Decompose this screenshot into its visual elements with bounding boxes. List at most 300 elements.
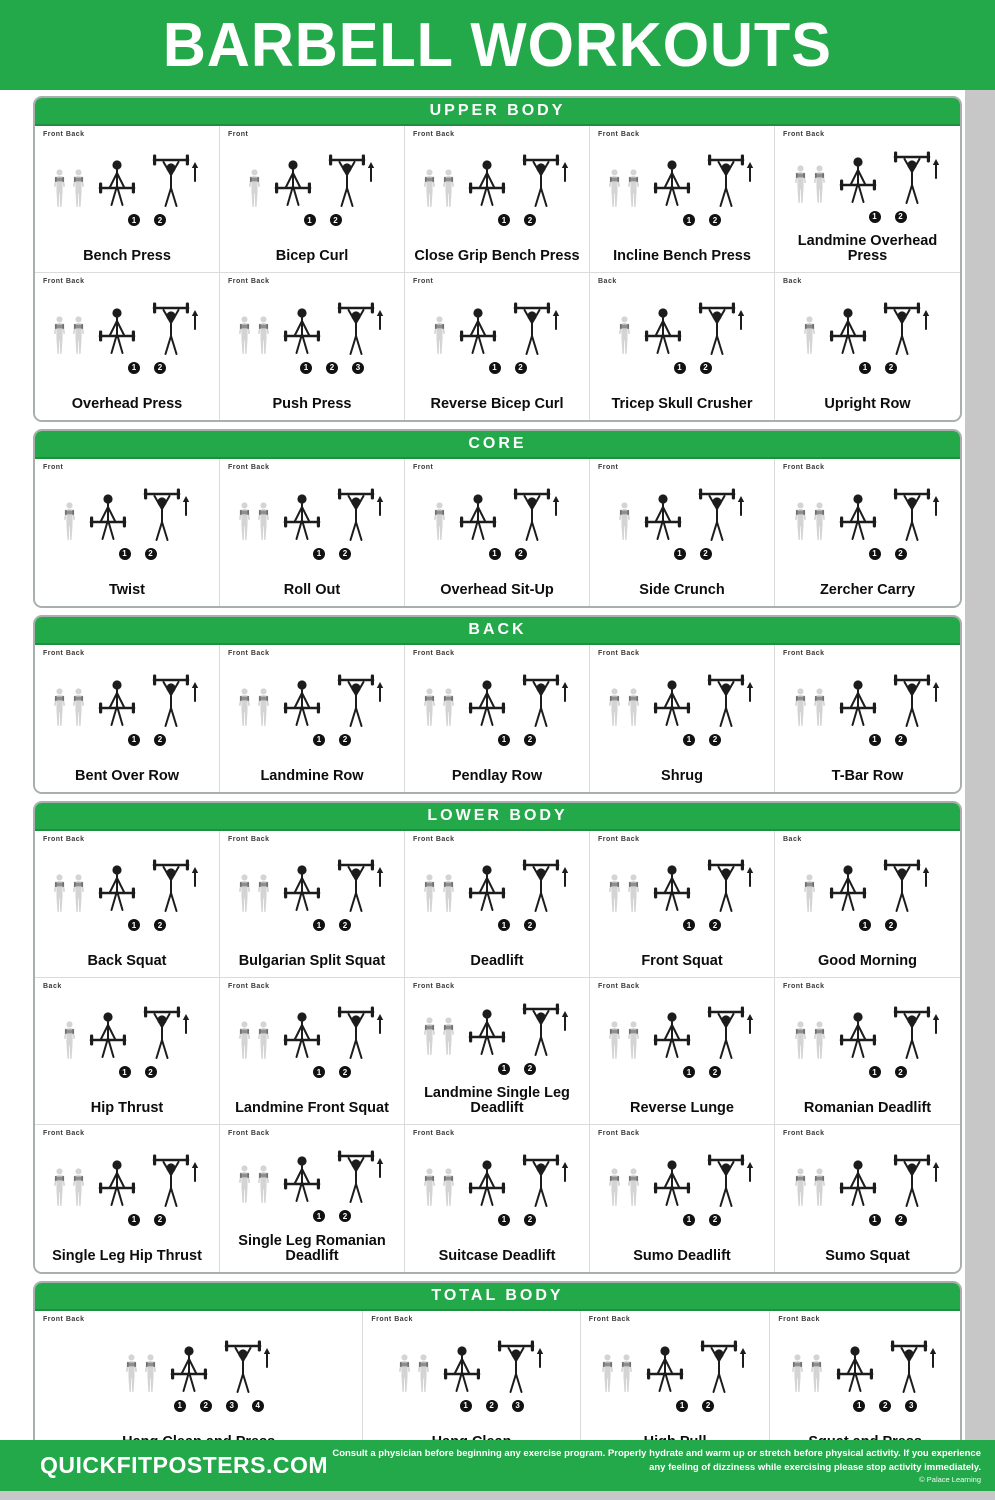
step-3-badge: 3 (905, 1400, 917, 1412)
exercise-name: Overhead Press (71, 395, 183, 412)
exercise-figure-icon (461, 1151, 573, 1226)
anatomy-view-label: Front Back (598, 836, 640, 843)
step-2-badge: 2 (702, 1400, 714, 1412)
exercise-figure-icon (276, 485, 388, 560)
exercise-name: Back Squat (87, 952, 167, 969)
muscle-diagram-icon (606, 687, 642, 729)
step-2-badge: 2 (709, 214, 721, 226)
exercise-figure-icon (91, 671, 203, 746)
step-badges (869, 211, 907, 223)
step-1-badge: 1 (174, 1400, 186, 1412)
step-badges (300, 362, 364, 374)
anatomy-view-label: Front (228, 131, 249, 138)
exercise-illustration (405, 831, 589, 942)
exercise-figure-icon (832, 1151, 944, 1226)
anatomy-view-label: Front Back (588, 1316, 631, 1323)
step-2-badge: 2 (895, 1214, 907, 1226)
exercise-illustration (35, 1311, 362, 1423)
exercise-cell (590, 1125, 775, 1272)
section-title: UPPER BODY (429, 102, 566, 119)
exercise-cell (35, 831, 220, 978)
poster-bottom-edge (0, 1491, 995, 1500)
anatomy-view-label: Front Back (598, 1130, 640, 1137)
step-2-badge: 2 (154, 1214, 166, 1226)
exercise-figure-icon (267, 151, 379, 226)
step-1-badge: 1 (489, 362, 501, 374)
step-1-badge: 1 (869, 1066, 881, 1078)
exercise-figure-icon (832, 671, 944, 746)
exercise-figure-icon (832, 148, 944, 223)
exercise-cell (590, 645, 775, 792)
exercise-figure-icon (832, 485, 944, 560)
exercise-illustration (405, 645, 589, 757)
section-header (35, 617, 960, 645)
exercise-name: Side Crunch (639, 581, 725, 598)
step-badges (313, 919, 351, 931)
muscle-diagram-icon (801, 315, 818, 357)
step-2-badge: 2 (339, 1210, 351, 1222)
anatomy-view-label: Front (413, 464, 434, 471)
step-2-badge: 2 (339, 919, 351, 931)
step-1-badge: 1 (683, 214, 695, 226)
exercise-figure-icon (639, 1337, 751, 1412)
step-2-badge: 2 (154, 362, 166, 374)
exercise-cell (775, 273, 960, 420)
step-1-badge: 1 (683, 734, 695, 746)
step-badges (676, 1400, 714, 1412)
muscle-diagram-icon (236, 687, 272, 729)
exercise-figure-icon (452, 485, 564, 560)
muscle-diagram-icon (792, 164, 828, 206)
exercise-figure-icon (91, 856, 203, 931)
anatomy-view-label: Front Back (228, 464, 270, 471)
step-badges (683, 734, 721, 746)
muscle-diagram-icon (396, 1353, 432, 1395)
muscle-diagram-icon (421, 873, 457, 915)
muscle-diagram-icon (236, 315, 272, 357)
disclaimer-text: Consult a physician before beginning any exercise program. Properly hydrate and warm up or stretch before physical activity. If you experience any feeling of dizziness while exercising please stop activity immediately. (332, 1448, 981, 1473)
anatomy-view-label: Front Back (783, 650, 825, 657)
section-title: CORE (468, 435, 527, 452)
step-2-badge: 2 (709, 1214, 721, 1226)
step-2-badge: 2 (154, 214, 166, 226)
exercise-illustration (775, 1125, 960, 1237)
step-badges (128, 214, 166, 226)
exercise-cell (590, 459, 775, 606)
exercise-cell (35, 126, 220, 273)
section-core (33, 429, 962, 608)
anatomy-view-label: Front Back (228, 836, 270, 843)
muscle-diagram-icon (123, 1353, 159, 1395)
exercise-illustration (405, 978, 589, 1083)
exercise-name: Upright Row (824, 395, 911, 412)
section-back (33, 615, 962, 794)
poster-right-edge (965, 90, 995, 1442)
muscle-diagram-icon (792, 501, 828, 543)
anatomy-view-label: Front Back (228, 278, 270, 285)
muscle-diagram-icon (599, 1353, 635, 1395)
step-1-badge: 1 (869, 1214, 881, 1226)
muscle-diagram-icon (61, 1020, 78, 1062)
step-1-badge: 1 (313, 548, 325, 560)
exercise-cell (590, 831, 775, 978)
exercise-illustration (35, 273, 219, 385)
step-badges (460, 1400, 524, 1412)
exercise-illustration (405, 1125, 589, 1237)
exercise-figure-icon (461, 151, 573, 226)
exercise-figure-icon (461, 856, 573, 931)
exercise-figure-icon (91, 299, 203, 374)
anatomy-view-label: Front Back (43, 650, 85, 657)
muscle-diagram-icon (606, 873, 642, 915)
exercise-name: Incline Bench Press (613, 247, 751, 264)
anatomy-view-label: Front Back (413, 1130, 455, 1137)
exercise-name: Romanian Deadlift (803, 1099, 932, 1116)
anatomy-view-label: Front Back (598, 650, 640, 657)
exercise-figure-icon (829, 1337, 941, 1412)
step-1-badge: 1 (498, 214, 510, 226)
anatomy-view-label: Front Back (783, 983, 825, 990)
exercise-illustration (35, 126, 219, 237)
step-badges (489, 548, 527, 560)
step-badges (683, 214, 721, 226)
section-header (35, 98, 960, 126)
step-badges (869, 734, 907, 746)
exercise-illustration (405, 459, 589, 571)
step-1-badge: 1 (489, 548, 501, 560)
step-1-badge: 1 (313, 919, 325, 931)
muscle-diagram-icon (51, 168, 87, 210)
muscle-diagram-icon (789, 1353, 825, 1395)
step-2-badge: 2 (895, 211, 907, 223)
step-1-badge: 1 (498, 1063, 510, 1075)
step-1-badge: 1 (853, 1400, 865, 1412)
exercise-row (35, 978, 960, 1125)
section-header (35, 1283, 960, 1311)
exercise-cell (405, 645, 590, 792)
exercise-cell (35, 645, 220, 792)
exercise-illustration (35, 831, 219, 942)
exercise-cell (775, 1125, 960, 1272)
step-1-badge: 1 (683, 1066, 695, 1078)
section-total-body (33, 1281, 962, 1460)
poster-title: BARBELL WORKOUTS (163, 10, 832, 80)
exercise-illustration (405, 273, 589, 385)
step-badges (119, 548, 157, 560)
exercise-figure-icon (163, 1337, 275, 1412)
step-badges (683, 1066, 721, 1078)
step-1-badge: 1 (313, 1066, 325, 1078)
muscle-diagram-icon (51, 1167, 87, 1209)
exercise-illustration (590, 126, 774, 237)
exercise-row (35, 459, 960, 606)
exercise-figure-icon (452, 299, 564, 374)
exercise-name: Close Grip Bench Press (414, 247, 580, 264)
exercise-illustration (220, 831, 404, 942)
step-2-badge: 2 (885, 362, 897, 374)
footer-bar (0, 1440, 995, 1491)
step-2-badge: 2 (515, 548, 527, 560)
exercise-illustration (220, 978, 404, 1089)
exercise-figure-icon (276, 1147, 388, 1222)
exercise-cell (775, 459, 960, 606)
exercise-name: Bicep Curl (275, 247, 349, 264)
exercise-figure-icon (637, 299, 749, 374)
step-badges (489, 362, 527, 374)
step-3-badge: 3 (226, 1400, 238, 1412)
exercise-cell (405, 273, 590, 420)
anatomy-view-label: Front Back (43, 836, 85, 843)
exercise-cell (220, 645, 405, 792)
anatomy-view-label: Back (598, 278, 617, 285)
step-badges (869, 548, 907, 560)
step-1-badge: 1 (859, 362, 871, 374)
step-badges (313, 1066, 351, 1078)
step-badges (498, 1214, 536, 1226)
exercise-illustration (220, 645, 404, 757)
anatomy-view-label: Front Back (228, 650, 270, 657)
exercise-name: Good Morning (817, 952, 918, 969)
exercise-illustration (220, 273, 404, 385)
step-1-badge: 1 (304, 214, 316, 226)
muscle-diagram-icon (792, 1167, 828, 1209)
exercise-figure-icon (646, 151, 758, 226)
muscle-diagram-icon (51, 315, 87, 357)
exercise-name: Single Leg Hip Thrust (52, 1247, 202, 1264)
step-2-badge: 2 (700, 548, 712, 560)
exercise-name: Reverse Bicep Curl (430, 395, 564, 412)
exercise-illustration (590, 273, 774, 385)
exercise-cell (220, 273, 405, 420)
step-1-badge: 1 (128, 919, 140, 931)
step-2-badge: 2 (515, 362, 527, 374)
step-badges (869, 1066, 907, 1078)
poster-title-bar (0, 0, 995, 90)
step-1-badge: 1 (498, 919, 510, 931)
exercise-name: Sumo Squat (825, 1247, 910, 1264)
step-1-badge: 1 (300, 362, 312, 374)
exercise-illustration (770, 1311, 960, 1423)
exercise-name: Deadlift (470, 952, 524, 969)
exercise-name: Front Squat (641, 952, 723, 969)
exercise-figure-icon (646, 1151, 758, 1226)
step-badges (498, 734, 536, 746)
step-badges (119, 1066, 157, 1078)
step-badges (498, 214, 536, 226)
exercise-name: Bent Over Row (75, 767, 179, 784)
anatomy-view-label: Front Back (228, 983, 270, 990)
step-1-badge: 1 (460, 1400, 472, 1412)
anatomy-view-label: Front Back (598, 983, 640, 990)
exercise-cell (35, 273, 220, 420)
step-2-badge: 2 (486, 1400, 498, 1412)
step-badges (128, 919, 166, 931)
step-badges (128, 362, 166, 374)
exercise-figure-icon (646, 671, 758, 746)
exercise-illustration (775, 831, 960, 942)
step-badges (174, 1400, 264, 1412)
step-2-badge: 2 (895, 548, 907, 560)
exercise-name: Suitcase Deadlift (438, 1247, 556, 1264)
step-2-badge: 2 (154, 734, 166, 746)
step-1-badge: 1 (128, 214, 140, 226)
exercise-cell (775, 831, 960, 978)
step-1-badge: 1 (119, 548, 131, 560)
exercise-cell (405, 831, 590, 978)
step-1-badge: 1 (859, 919, 871, 931)
exercise-illustration (775, 126, 960, 231)
exercise-cell (405, 126, 590, 273)
anatomy-view-label: Back (783, 278, 802, 285)
exercise-cell (35, 1125, 220, 1272)
exercise-name: Roll Out (283, 581, 341, 598)
step-2-badge: 2 (885, 919, 897, 931)
anatomy-view-label: Front Back (43, 278, 85, 285)
step-4-badge: 4 (252, 1400, 264, 1412)
exercise-illustration (35, 459, 219, 571)
exercise-name: Twist (109, 581, 145, 598)
step-1-badge: 1 (869, 548, 881, 560)
step-badges (498, 919, 536, 931)
step-2-badge: 2 (339, 1066, 351, 1078)
muscle-diagram-icon (606, 168, 642, 210)
muscle-diagram-icon (792, 1020, 828, 1062)
exercise-cell (775, 126, 960, 273)
exercise-illustration (775, 645, 960, 757)
exercise-name: Push Press (272, 395, 352, 412)
exercise-name: T-Bar Row (831, 767, 904, 784)
step-2-badge: 2 (154, 919, 166, 931)
exercise-figure-icon (646, 1003, 758, 1078)
legal-block (328, 1447, 981, 1484)
section-header (35, 431, 960, 459)
muscle-diagram-icon (421, 1167, 457, 1209)
step-1-badge: 1 (676, 1400, 688, 1412)
exercise-cell (220, 978, 405, 1125)
muscle-diagram-icon (616, 501, 633, 543)
step-badges (859, 919, 897, 931)
step-2-badge: 2 (200, 1400, 212, 1412)
step-2-badge: 2 (700, 362, 712, 374)
anatomy-view-label: Front Back (783, 1130, 825, 1137)
step-1-badge: 1 (498, 734, 510, 746)
exercise-figure-icon (646, 856, 758, 931)
exercise-cell (220, 459, 405, 606)
step-badges (128, 734, 166, 746)
exercise-name: Shrug (661, 767, 703, 784)
exercise-cell (35, 1311, 363, 1458)
anatomy-view-label: Front Back (228, 1130, 270, 1137)
step-badges (674, 362, 712, 374)
muscle-diagram-icon (792, 687, 828, 729)
exercise-row (35, 831, 960, 978)
step-badges (313, 734, 351, 746)
muscle-diagram-icon (606, 1167, 642, 1209)
muscle-diagram-icon (246, 168, 263, 210)
step-2-badge: 2 (145, 1066, 157, 1078)
step-2-badge: 2 (339, 548, 351, 560)
exercise-name: Single Leg Romanian Deadlift (238, 1232, 386, 1264)
anatomy-view-label: Front Back (783, 131, 825, 138)
muscle-diagram-icon (421, 687, 457, 729)
exercise-illustration (590, 459, 774, 571)
exercise-cell (220, 1125, 405, 1272)
anatomy-view-label: Front (598, 464, 619, 471)
exercise-cell (775, 645, 960, 792)
anatomy-view-label: Front Back (413, 983, 455, 990)
exercise-figure-icon (82, 1003, 194, 1078)
anatomy-view-label: Back (43, 983, 62, 990)
step-3-badge: 3 (512, 1400, 524, 1412)
exercise-illustration (775, 978, 960, 1089)
step-1-badge: 1 (683, 1214, 695, 1226)
step-3-badge: 3 (352, 362, 364, 374)
exercise-name: Sumo Deadlift (633, 1247, 731, 1264)
step-2-badge: 2 (524, 919, 536, 931)
step-2-badge: 2 (145, 548, 157, 560)
step-1-badge: 1 (498, 1214, 510, 1226)
exercise-figure-icon (461, 1000, 573, 1075)
exercise-figure-icon (822, 856, 934, 931)
muscle-diagram-icon (236, 1164, 272, 1206)
muscle-diagram-icon (421, 168, 457, 210)
exercise-figure-icon (276, 299, 388, 374)
exercise-row (35, 273, 960, 420)
exercise-illustration (35, 978, 219, 1089)
exercise-illustration (775, 459, 960, 571)
exercise-name: Pendlay Row (451, 767, 543, 784)
exercise-cell (405, 978, 590, 1125)
step-2-badge: 2 (895, 1066, 907, 1078)
exercise-figure-icon (82, 485, 194, 560)
exercise-name: Bulgarian Split Squat (238, 952, 386, 969)
exercise-name: Landmine Front Squat (235, 1099, 389, 1116)
exercise-figure-icon (436, 1337, 548, 1412)
step-1-badge: 1 (869, 734, 881, 746)
section-title: BACK (468, 621, 527, 638)
step-badges (313, 548, 351, 560)
exercise-name: Landmine Row (260, 767, 364, 784)
step-1-badge: 1 (119, 1066, 131, 1078)
muscle-diagram-icon (421, 1016, 457, 1058)
exercise-illustration (35, 1125, 219, 1237)
exercise-name: Tricep Skull Crusher (611, 395, 753, 412)
step-1-badge: 1 (869, 211, 881, 223)
exercise-name: Overhead Sit-Up (440, 581, 554, 598)
exercise-row (35, 645, 960, 792)
exercise-illustration (405, 126, 589, 237)
step-1-badge: 1 (128, 362, 140, 374)
exercise-name: Zercher Carry (819, 581, 916, 598)
exercise-illustration (35, 645, 219, 757)
exercise-cell (405, 459, 590, 606)
exercise-cell (363, 1311, 580, 1458)
step-2-badge: 2 (709, 919, 721, 931)
exercise-figure-icon (91, 151, 203, 226)
anatomy-view-label: Front Back (413, 131, 455, 138)
step-2-badge: 2 (709, 1066, 721, 1078)
step-2-badge: 2 (895, 734, 907, 746)
step-badges (683, 919, 721, 931)
step-1-badge: 1 (313, 734, 325, 746)
exercise-cell (581, 1311, 771, 1458)
exercise-illustration (220, 459, 404, 571)
step-badges (683, 1214, 721, 1226)
step-2-badge: 2 (709, 734, 721, 746)
sections-area (0, 90, 995, 1460)
exercise-figure-icon (637, 485, 749, 560)
exercise-row (35, 126, 960, 273)
